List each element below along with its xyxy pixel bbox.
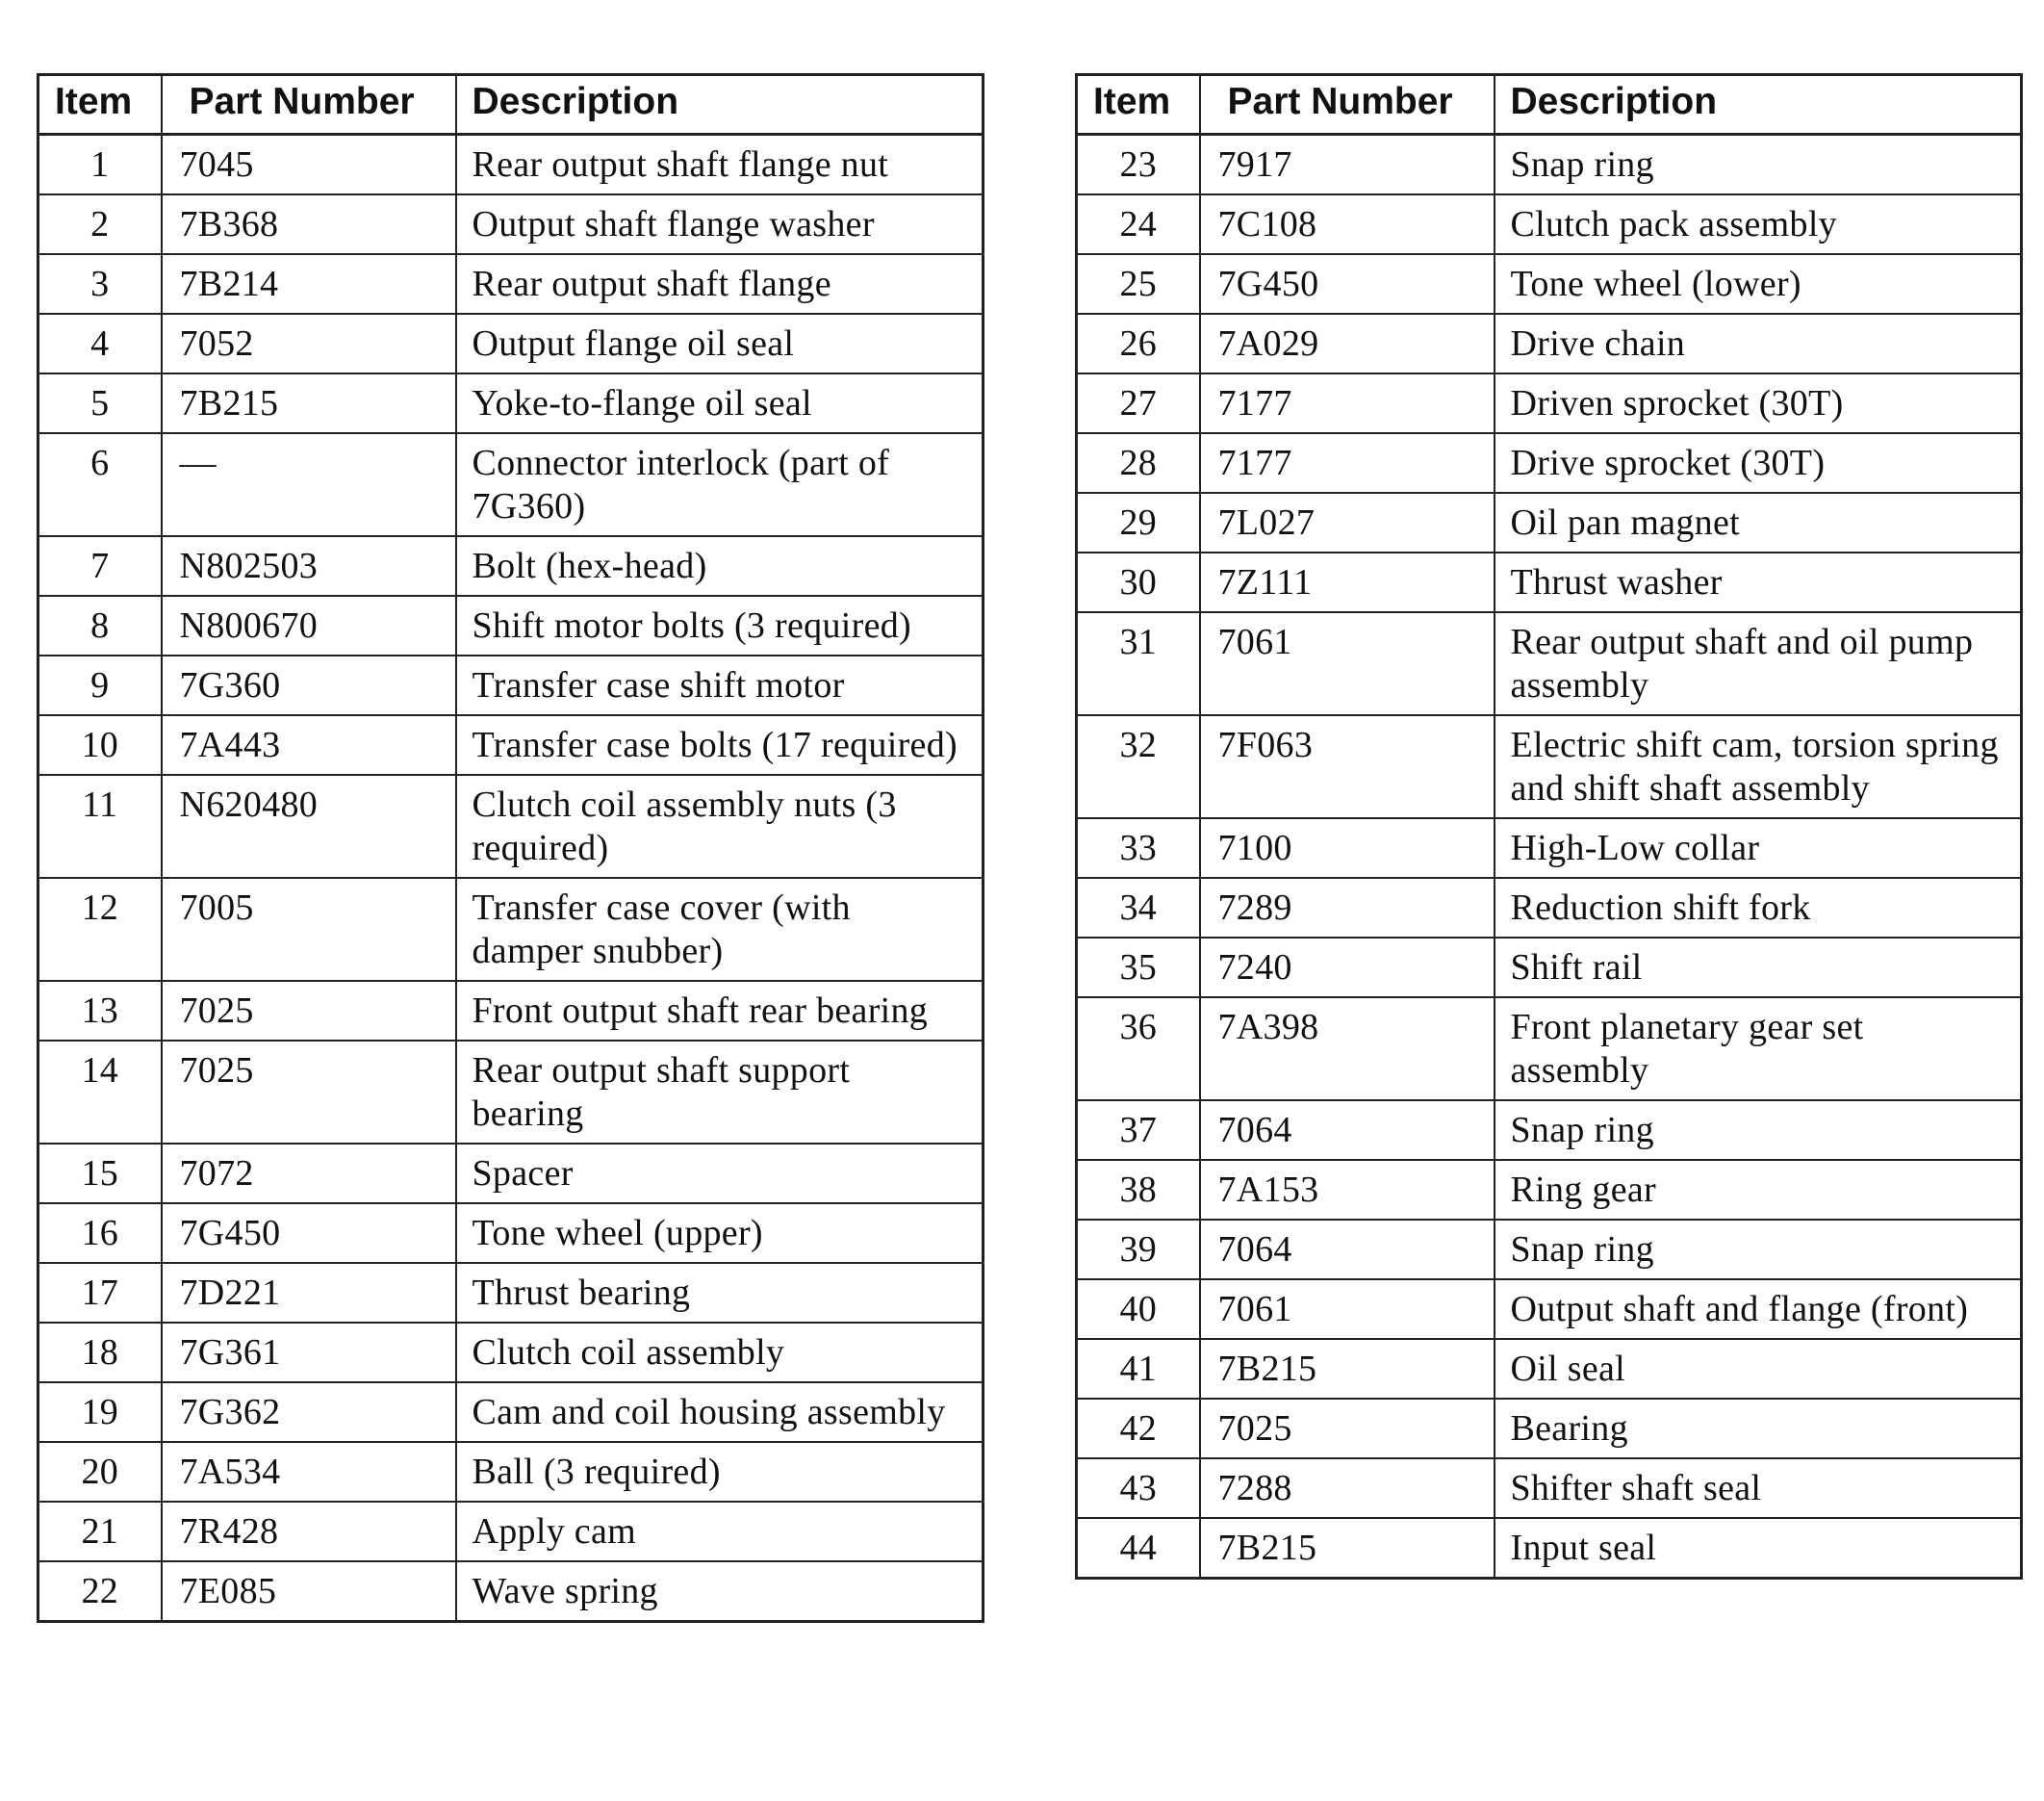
table-row bbox=[38, 1561, 984, 1622]
table-row bbox=[38, 1144, 984, 1203]
table-row bbox=[38, 373, 984, 433]
description-cell: Rear output shaft and oil pump assembly bbox=[1495, 612, 2022, 715]
table-row bbox=[38, 1203, 984, 1263]
item-cell: 3 bbox=[38, 254, 162, 314]
parts-table-right-body bbox=[1077, 135, 2022, 1579]
description-cell: Driven sprocket (30T) bbox=[1495, 373, 2022, 433]
parts-table-left-body bbox=[38, 135, 984, 1622]
item-cell: 22 bbox=[38, 1561, 162, 1622]
part-number-cell: 7240 bbox=[1200, 938, 1495, 997]
item-cell: 19 bbox=[38, 1382, 162, 1442]
description-cell: Clutch pack assembly bbox=[1495, 194, 2022, 254]
table-row bbox=[1077, 1518, 2022, 1579]
part-number-cell: N802503 bbox=[162, 536, 456, 596]
part-number-cell: 7F063 bbox=[1200, 715, 1495, 818]
item-cell: 33 bbox=[1077, 818, 1200, 878]
part-number-cell: 7025 bbox=[162, 981, 456, 1041]
part-number-cell: 7A443 bbox=[162, 715, 456, 775]
table-header-row bbox=[38, 75, 984, 135]
table-row bbox=[1077, 1458, 2022, 1518]
description-cell: Bolt (hex-head) bbox=[456, 536, 984, 596]
description-cell: Connector interlock (part of 7G360) bbox=[456, 433, 984, 536]
description-cell: Front output shaft rear bearing bbox=[456, 981, 984, 1041]
item-cell: 43 bbox=[1077, 1458, 1200, 1518]
description-cell: High-Low collar bbox=[1495, 818, 2022, 878]
table-row bbox=[1077, 818, 2022, 878]
description-cell: Electric shift cam, torsion spring and shift shaft assembly bbox=[1495, 715, 2022, 818]
item-cell: 29 bbox=[1077, 493, 1200, 553]
description-cell: Oil seal bbox=[1495, 1339, 2022, 1399]
description-cell: Rear output shaft flange nut bbox=[456, 135, 984, 195]
part-number-cell: 7A029 bbox=[1200, 314, 1495, 373]
item-cell: 37 bbox=[1077, 1100, 1200, 1160]
part-number-cell: N620480 bbox=[162, 775, 456, 878]
part-number-cell: 7G360 bbox=[162, 656, 456, 715]
table-row bbox=[38, 715, 984, 775]
item-cell: 5 bbox=[38, 373, 162, 433]
table-row bbox=[38, 775, 984, 878]
part-number-cell: 7B215 bbox=[1200, 1518, 1495, 1579]
description-cell: Rear output shaft flange bbox=[456, 254, 984, 314]
parts-table-left bbox=[37, 73, 984, 1623]
description-cell: Bearing bbox=[1495, 1399, 2022, 1458]
part-number-cell: 7A534 bbox=[162, 1442, 456, 1502]
item-cell: 7 bbox=[38, 536, 162, 596]
part-number-cell: 7025 bbox=[162, 1041, 456, 1144]
item-cell: 20 bbox=[38, 1442, 162, 1502]
description-cell: Transfer case cover (with damper snubber) bbox=[456, 878, 984, 981]
part-number-cell: 7B368 bbox=[162, 194, 456, 254]
part-number-cell: 7B214 bbox=[162, 254, 456, 314]
item-cell: 23 bbox=[1077, 135, 1200, 195]
item-cell: 25 bbox=[1077, 254, 1200, 314]
table-row bbox=[1077, 997, 2022, 1100]
part-number-cell: 7B215 bbox=[1200, 1339, 1495, 1399]
table-row bbox=[38, 536, 984, 596]
item-cell: 21 bbox=[38, 1502, 162, 1561]
description-cell: Thrust bearing bbox=[456, 1263, 984, 1323]
part-number-cell: 7E085 bbox=[162, 1561, 456, 1622]
table-row bbox=[1077, 135, 2022, 195]
column-header-item: Item bbox=[38, 75, 162, 135]
item-cell: 34 bbox=[1077, 878, 1200, 938]
description-cell: Tone wheel (upper) bbox=[456, 1203, 984, 1263]
column-header-item: Item bbox=[1077, 75, 1200, 135]
part-number-cell: 7L027 bbox=[1200, 493, 1495, 553]
description-cell: Drive chain bbox=[1495, 314, 2022, 373]
table-row bbox=[1077, 1279, 2022, 1339]
part-number-cell: 7B215 bbox=[162, 373, 456, 433]
table-row bbox=[38, 314, 984, 373]
table-row bbox=[1077, 1399, 2022, 1458]
item-cell: 8 bbox=[38, 596, 162, 656]
part-number-cell: 7289 bbox=[1200, 878, 1495, 938]
description-cell: Snap ring bbox=[1495, 1100, 2022, 1160]
table-row bbox=[38, 1442, 984, 1502]
item-cell: 32 bbox=[1077, 715, 1200, 818]
table-row bbox=[1077, 715, 2022, 818]
item-cell: 38 bbox=[1077, 1160, 1200, 1220]
table-row bbox=[1077, 938, 2022, 997]
item-cell: 10 bbox=[38, 715, 162, 775]
table-row bbox=[1077, 612, 2022, 715]
description-cell: Tone wheel (lower) bbox=[1495, 254, 2022, 314]
item-cell: 15 bbox=[38, 1144, 162, 1203]
item-cell: 12 bbox=[38, 878, 162, 981]
item-cell: 39 bbox=[1077, 1220, 1200, 1279]
part-number-cell: — bbox=[162, 433, 456, 536]
description-cell: Output shaft flange washer bbox=[456, 194, 984, 254]
description-cell: Output flange oil seal bbox=[456, 314, 984, 373]
table-row bbox=[1077, 493, 2022, 553]
description-cell: Rear output shaft support bearing bbox=[456, 1041, 984, 1144]
item-cell: 18 bbox=[38, 1323, 162, 1382]
description-cell: Snap ring bbox=[1495, 1220, 2022, 1279]
part-number-cell: 7Z111 bbox=[1200, 553, 1495, 612]
part-number-cell: 7045 bbox=[162, 135, 456, 195]
table-row bbox=[1077, 194, 2022, 254]
part-number-cell: 7D221 bbox=[162, 1263, 456, 1323]
item-cell: 40 bbox=[1077, 1279, 1200, 1339]
description-cell: Shifter shaft seal bbox=[1495, 1458, 2022, 1518]
description-cell: Cam and coil housing assembly bbox=[456, 1382, 984, 1442]
description-cell: Oil pan magnet bbox=[1495, 493, 2022, 553]
part-number-cell: 7G450 bbox=[1200, 254, 1495, 314]
part-number-cell: 7177 bbox=[1200, 433, 1495, 493]
table-row bbox=[38, 596, 984, 656]
part-number-cell: 7061 bbox=[1200, 612, 1495, 715]
part-number-cell: 7064 bbox=[1200, 1220, 1495, 1279]
description-cell: Snap ring bbox=[1495, 135, 2022, 195]
item-cell: 24 bbox=[1077, 194, 1200, 254]
part-number-cell: 7R428 bbox=[162, 1502, 456, 1561]
table-row bbox=[1077, 1160, 2022, 1220]
table-row bbox=[1077, 1220, 2022, 1279]
table-row bbox=[1077, 433, 2022, 493]
part-number-cell: 7288 bbox=[1200, 1458, 1495, 1518]
part-number-cell: 7177 bbox=[1200, 373, 1495, 433]
item-cell: 6 bbox=[38, 433, 162, 536]
description-cell: Thrust washer bbox=[1495, 553, 2022, 612]
item-cell: 36 bbox=[1077, 997, 1200, 1100]
column-header-part-number: Part Number bbox=[1200, 75, 1495, 135]
table-row bbox=[38, 1041, 984, 1144]
part-number-cell: 7917 bbox=[1200, 135, 1495, 195]
column-header-description: Description bbox=[1495, 75, 2022, 135]
item-cell: 11 bbox=[38, 775, 162, 878]
part-number-cell: 7052 bbox=[162, 314, 456, 373]
table-header-row bbox=[1077, 75, 2022, 135]
item-cell: 42 bbox=[1077, 1399, 1200, 1458]
item-cell: 16 bbox=[38, 1203, 162, 1263]
description-cell: Shift rail bbox=[1495, 938, 2022, 997]
table-row bbox=[1077, 553, 2022, 612]
description-cell: Reduction shift fork bbox=[1495, 878, 2022, 938]
table-row bbox=[38, 254, 984, 314]
column-header-description: Description bbox=[456, 75, 984, 135]
item-cell: 9 bbox=[38, 656, 162, 715]
table-row bbox=[1077, 314, 2022, 373]
description-cell: Output shaft and flange (front) bbox=[1495, 1279, 2022, 1339]
item-cell: 4 bbox=[38, 314, 162, 373]
table-row bbox=[38, 981, 984, 1041]
item-cell: 44 bbox=[1077, 1518, 1200, 1579]
part-number-cell: 7A153 bbox=[1200, 1160, 1495, 1220]
description-cell: Ball (3 required) bbox=[456, 1442, 984, 1502]
description-cell: Spacer bbox=[456, 1144, 984, 1203]
item-cell: 31 bbox=[1077, 612, 1200, 715]
table-row bbox=[1077, 254, 2022, 314]
part-number-cell: 7064 bbox=[1200, 1100, 1495, 1160]
part-number-cell: 7G361 bbox=[162, 1323, 456, 1382]
parts-table-right bbox=[1075, 73, 2023, 1580]
description-cell: Wave spring bbox=[456, 1561, 984, 1622]
table-row bbox=[1077, 373, 2022, 433]
description-cell: Clutch coil assembly bbox=[456, 1323, 984, 1382]
table-row bbox=[38, 1323, 984, 1382]
table-row bbox=[38, 656, 984, 715]
column-header-part-number: Part Number bbox=[162, 75, 456, 135]
item-cell: 17 bbox=[38, 1263, 162, 1323]
description-cell: Drive sprocket (30T) bbox=[1495, 433, 2022, 493]
description-cell: Transfer case bolts (17 required) bbox=[456, 715, 984, 775]
item-cell: 13 bbox=[38, 981, 162, 1041]
part-number-cell: 7005 bbox=[162, 878, 456, 981]
item-cell: 28 bbox=[1077, 433, 1200, 493]
item-cell: 1 bbox=[38, 135, 162, 195]
part-number-cell: 7072 bbox=[162, 1144, 456, 1203]
description-cell: Clutch coil assembly nuts (3 required) bbox=[456, 775, 984, 878]
table-row bbox=[1077, 1100, 2022, 1160]
table-row bbox=[38, 433, 984, 536]
part-number-cell: 7025 bbox=[1200, 1399, 1495, 1458]
part-number-cell: 7C108 bbox=[1200, 194, 1495, 254]
table-row bbox=[38, 1263, 984, 1323]
item-cell: 30 bbox=[1077, 553, 1200, 612]
part-number-cell: 7061 bbox=[1200, 1279, 1495, 1339]
description-cell: Yoke-to-flange oil seal bbox=[456, 373, 984, 433]
part-number-cell: 7G450 bbox=[162, 1203, 456, 1263]
part-number-cell: 7A398 bbox=[1200, 997, 1495, 1100]
description-cell: Front planetary gear set assembly bbox=[1495, 997, 2022, 1100]
item-cell: 35 bbox=[1077, 938, 1200, 997]
table-row bbox=[38, 1502, 984, 1561]
item-cell: 14 bbox=[38, 1041, 162, 1144]
description-cell: Input seal bbox=[1495, 1518, 2022, 1579]
table-row bbox=[1077, 878, 2022, 938]
part-number-cell: 7100 bbox=[1200, 818, 1495, 878]
table-row bbox=[38, 135, 984, 195]
table-row bbox=[38, 878, 984, 981]
description-cell: Apply cam bbox=[456, 1502, 984, 1561]
table-row bbox=[38, 194, 984, 254]
description-cell: Transfer case shift motor bbox=[456, 656, 984, 715]
item-cell: 26 bbox=[1077, 314, 1200, 373]
description-cell: Shift motor bolts (3 required) bbox=[456, 596, 984, 656]
item-cell: 2 bbox=[38, 194, 162, 254]
description-cell: Ring gear bbox=[1495, 1160, 2022, 1220]
part-number-cell: N800670 bbox=[162, 596, 456, 656]
item-cell: 41 bbox=[1077, 1339, 1200, 1399]
table-row bbox=[38, 1382, 984, 1442]
item-cell: 27 bbox=[1077, 373, 1200, 433]
part-number-cell: 7G362 bbox=[162, 1382, 456, 1442]
table-row bbox=[1077, 1339, 2022, 1399]
